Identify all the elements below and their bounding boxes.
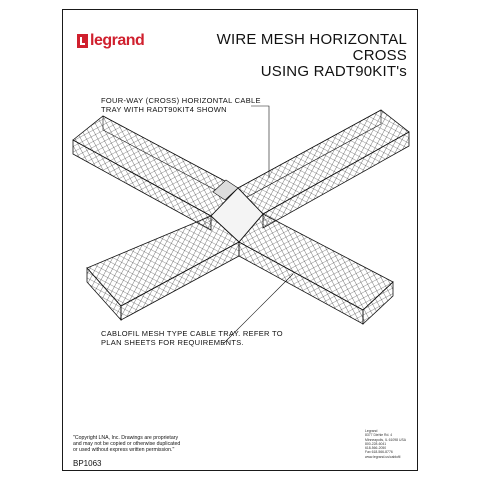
- wire-mesh-cross-drawing: [63, 10, 417, 470]
- company-address: [365, 429, 417, 459]
- copyright-line-1: "Copyright LNA, Inc. Drawings are proprietary: [73, 435, 179, 441]
- document-number: BP1063: [73, 459, 102, 468]
- title-line-2: USING RADT90KIT's: [260, 63, 407, 80]
- address-line: Legrand: [365, 429, 378, 433]
- address-line: Fax 618-566-8776: [365, 450, 393, 455]
- callout-top-line-1: FOUR-WAY (CROSS) HORIZONTAL CABLE: [101, 96, 261, 105]
- callout-top-line-2: TRAY WITH RADT90KIT4 SHOWN: [101, 105, 227, 114]
- address-line: 800-228-6041: [365, 441, 387, 446]
- copyright-line-2: and may not be copied or otherwise duplicated: [73, 441, 181, 447]
- title-line-1: WIRE MESH HORIZONTAL CROSS: [216, 31, 407, 64]
- callout-bottom-line-1: CABLOFIL MESH TYPE CABLE TRAY. REFER TO: [101, 329, 283, 338]
- tray-arm-upper-right: [238, 110, 409, 228]
- copyright-line-3: or used without express written permission.": [73, 447, 175, 453]
- address-line: 618-566-2050: [365, 446, 387, 451]
- logo-text: legrand: [90, 32, 145, 49]
- tray-arm-lower-left: [87, 216, 239, 320]
- address-line: www.legrand.us/cablofil: [365, 454, 401, 459]
- address-line: Minneapolis, IL 61098 USA: [365, 437, 406, 442]
- callout-bottom-line-2: PLAN SHEETS FOR REQUIREMENTS.: [101, 338, 244, 347]
- address-line: 8377 Diehle Rd. 4: [365, 433, 393, 438]
- tray-arm-lower-right: [239, 214, 393, 324]
- drawing-sheet: [62, 9, 418, 471]
- tray-arm-upper-left: [73, 116, 238, 230]
- copyright-notice: [73, 435, 213, 453]
